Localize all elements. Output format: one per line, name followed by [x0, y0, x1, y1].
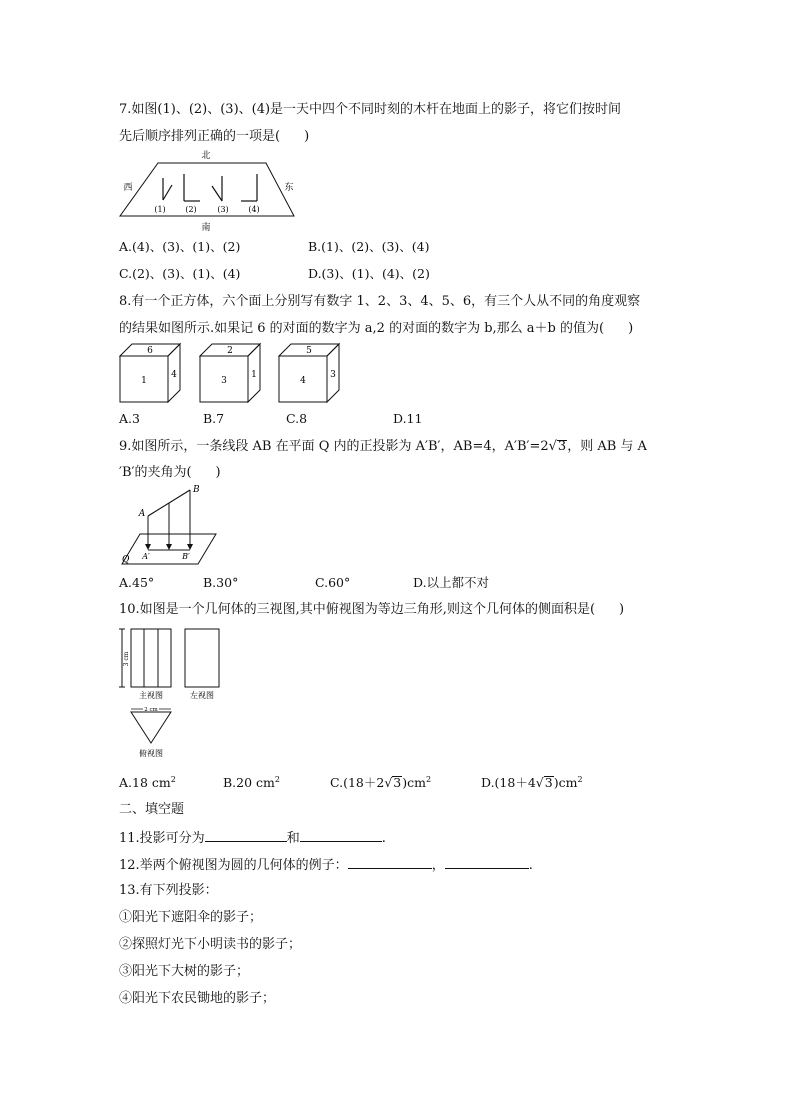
q10-option-a-exp: 2: [170, 774, 176, 784]
q10-option-b-text: B.20 cm: [223, 775, 275, 790]
cube-3-side: 3: [330, 370, 336, 380]
label-1: (1): [154, 205, 166, 214]
q13-title: 13.有下列投影：: [119, 883, 218, 898]
q11-stem: [119, 829, 386, 847]
q10-option-d-unit: )cm: [553, 775, 578, 790]
q9-stem-text-b: ，则 AB 与 A: [567, 439, 647, 454]
q10-option-b-exp: 2: [274, 774, 280, 784]
shadow-3: [212, 186, 222, 201]
q8-paren-close: ): [628, 321, 634, 336]
q10-option-d-exp: 2: [577, 774, 583, 784]
q10-stem-line1: [119, 602, 624, 618]
left-view-label: 左视图: [190, 691, 214, 700]
q8-stem-line2: [119, 321, 633, 337]
q8-option-a: A.3: [119, 411, 140, 426]
q10-option-c-unit: )cm: [402, 775, 426, 790]
q9-option-d: D.以上都不对: [413, 575, 490, 590]
cube-3: [279, 344, 339, 402]
shadow-1: [163, 185, 172, 200]
q10-option-b: [223, 775, 280, 791]
q13-item-2: ②探照灯光下小明读书的影子；: [119, 937, 302, 952]
q7-option-b: B.(1)、(2)、(3)、(4): [308, 239, 430, 254]
sqrt-symbol: √: [535, 775, 544, 790]
q10-option-c-exp: 2: [425, 774, 432, 784]
q8-option-d: D.11: [393, 411, 423, 426]
q7-paren-close: ): [304, 129, 310, 144]
label-4: (4): [248, 205, 260, 214]
section-heading: 二、填空题: [119, 802, 185, 817]
ground-trapezoid: [120, 163, 294, 216]
cube-3-top: 5: [306, 346, 312, 356]
arrow-head-b: [187, 544, 193, 550]
cube-1-front: 1: [141, 376, 147, 386]
q7-option-d: D.(3)、(1)、(4)、(2): [308, 266, 430, 281]
q9-option-c: C.60°: [315, 575, 351, 590]
arrow-head-mid: [166, 544, 172, 550]
east-label: 东: [284, 183, 294, 193]
q12-stem: [119, 856, 533, 874]
arrow-head-a: [145, 544, 151, 550]
q7-shadow-figure: [118, 148, 298, 238]
q8-stem-line1: 8.有一个正方体，六个面上分别写有数字 1、2、3、4、5、6，有三个人从不同的角度观察: [119, 294, 641, 309]
left-view: [185, 629, 219, 687]
label-2: (2): [185, 205, 197, 214]
label-3: (3): [217, 205, 229, 214]
cube-1-top: 6: [147, 346, 153, 356]
q10-option-d: [481, 775, 583, 791]
label-b-prime: B′: [182, 552, 190, 561]
label-a: A: [138, 509, 146, 519]
label-b: B: [193, 485, 200, 495]
q9-projection-figure: [118, 482, 218, 570]
blank-2[interactable]: [445, 856, 529, 869]
sqrt-symbol: √: [548, 439, 557, 454]
q12-text: 12.举两个俯视图为圆的几何体的例子：: [119, 858, 348, 873]
west-label: 西: [123, 183, 133, 193]
cube-1: [120, 344, 180, 402]
q9-stem-text-c: ′B′的夹角为(: [119, 465, 192, 480]
q7-stem-line2: [119, 129, 309, 145]
q10-paren-close: ): [619, 602, 625, 617]
q11-conjunction: 和: [286, 831, 300, 846]
q10-option-c-text: C.(18＋2: [330, 775, 385, 790]
q12-period: .: [528, 858, 533, 873]
q8-option-c: C.8: [286, 411, 308, 426]
front-view-label: 主视图: [139, 691, 163, 700]
q11-period: .: [381, 831, 386, 846]
q7-option-a: A.(4)、(3)、(1)、(2): [119, 239, 241, 254]
q8-stem-text: 的结果如图所示.如果记 6 的对面的数字为 a,2 的对面的数字为 b,那么 a＋b 的值为(: [119, 321, 605, 336]
q9-option-a: A.45°: [119, 575, 155, 590]
blank-2[interactable]: [300, 829, 382, 842]
cube-2-front: 3: [221, 376, 227, 386]
q9-stem-line2: [119, 465, 221, 481]
q7-stem-line1: 7.如图(1)、(2)、(3)、(4)是一天中四个不同时刻的木杆在地面上的影子，将它们按时间: [119, 102, 622, 117]
cube-2-side: 1: [251, 370, 257, 380]
height-label: 3 cm: [123, 651, 130, 667]
q13-item-3: ③阳光下大树的影子；: [119, 964, 250, 979]
q13-item-1: ①阳光下遮阳伞的影子；: [119, 910, 263, 925]
q9-paren-close: ): [215, 465, 221, 480]
south-label: 南: [201, 223, 211, 233]
cube-1-side: 4: [171, 370, 177, 380]
q9-stem-text-a: 9.如图所示，一条线段 AB 在平面 Q 内的正投影为 A′B′，AB=4，A′B′=2: [119, 439, 549, 454]
q8-cube-figure: [118, 342, 348, 404]
cube-2-top: 2: [227, 346, 233, 356]
q11-text: 11.投影可分为: [119, 831, 205, 846]
label-a-prime: A′: [142, 552, 150, 561]
blank-1[interactable]: [205, 829, 287, 842]
q10-option-a-text: A.18 cm: [119, 775, 171, 790]
q13-item-4: ④阳光下农民锄地的影子；: [119, 991, 276, 1006]
cube-3-front: 4: [300, 376, 306, 386]
q10-three-view-figure: [116, 625, 226, 760]
q12-separator: ，: [431, 858, 445, 873]
top-view-label: 俯视图: [139, 749, 163, 758]
width-label: 2 cm: [144, 707, 158, 713]
q9-stem-line1: [119, 439, 647, 455]
sqrt-radicand: 3: [557, 439, 567, 454]
q10-option-c-radicand: 3: [393, 775, 402, 790]
north-label: 北: [201, 151, 211, 161]
q10-option-a: [119, 775, 176, 791]
q8-option-b: B.7: [203, 411, 225, 426]
blank-1[interactable]: [348, 856, 432, 869]
q10-stem-text: 10.如图是一个几何体的三视图,其中俯视图为等边三角形,则这个几何体的侧面积是(: [119, 602, 596, 617]
q10-option-d-radicand: 3: [544, 775, 553, 790]
cube-2: [200, 344, 260, 402]
sqrt-symbol: √: [384, 775, 393, 790]
q9-option-b: B.30°: [203, 575, 239, 590]
label-q: Q: [122, 555, 130, 565]
top-view-triangle: [131, 712, 171, 743]
q10-option-d-text: D.(18＋4: [481, 775, 536, 790]
front-view: [131, 629, 171, 687]
q7-stem-text: 先后顺序排列正确的一项是(: [119, 129, 281, 144]
q7-option-c: C.(2)、(3)、(1)、(4): [119, 266, 241, 281]
q10-option-c: [330, 775, 431, 791]
